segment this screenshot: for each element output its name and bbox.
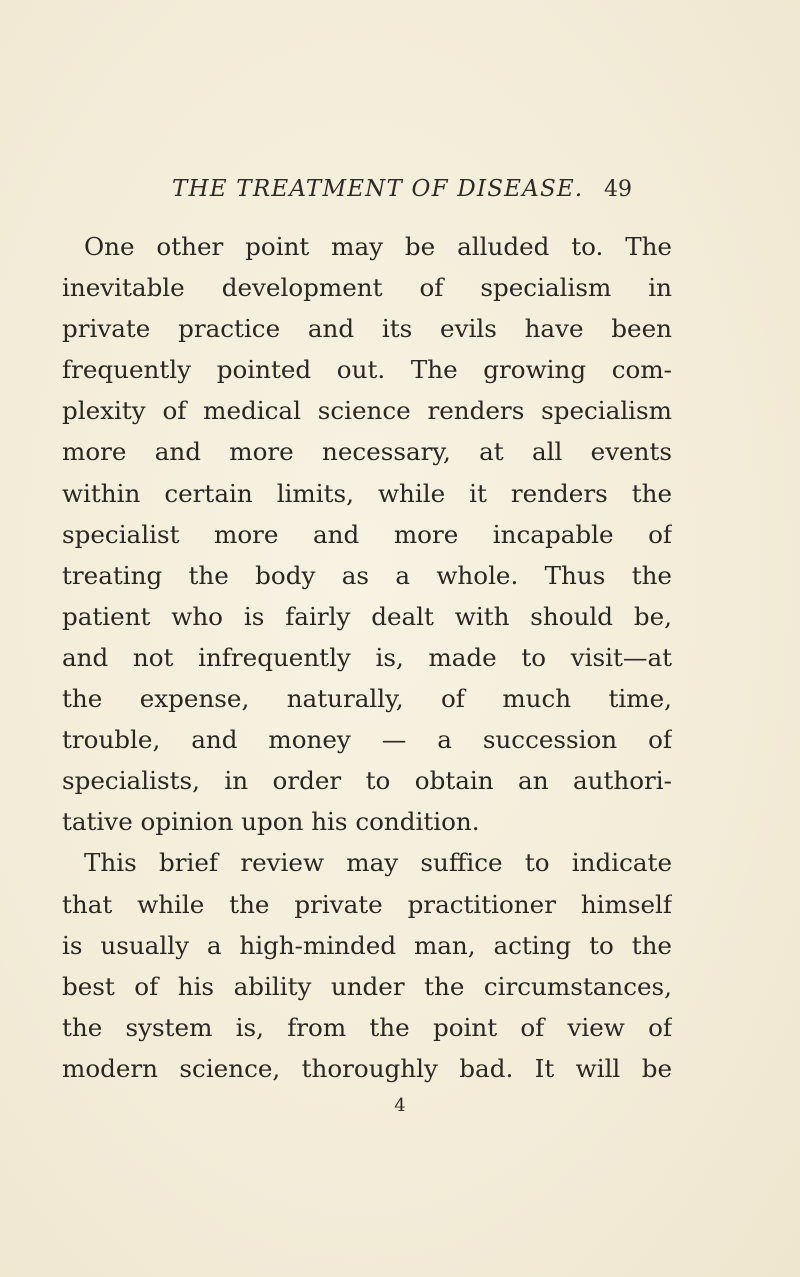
- text-line: plexity of medical science renders specialism: [62, 396, 672, 426]
- text-line: This brief review may suffice to indicate: [84, 848, 672, 878]
- text-line: One other point may be alluded to. The: [84, 232, 672, 261]
- text-line: treating the body as a whole. Thus the: [62, 560, 672, 590]
- body-text: [62, 226, 672, 1089]
- page-number: 49: [604, 177, 632, 202]
- text-line: inevitable development of specialism in: [62, 273, 672, 303]
- text-line: specialists, in order to obtain an authori-: [62, 766, 672, 796]
- signature-mark: 4: [394, 1095, 406, 1116]
- text-line: and not infrequently is, made to visit—at: [62, 642, 672, 672]
- text-line: more and more necessary, at all events: [62, 437, 672, 467]
- text-line: best of his ability under the circumstances,: [62, 971, 672, 1001]
- text-line: specialist more and more incapable of: [62, 519, 672, 549]
- text-line: trouble, and money — a succession of: [62, 725, 672, 755]
- text-line: tative opinion upon his condition.: [62, 807, 480, 837]
- running-header: [172, 176, 632, 202]
- text-line: patient who is fairly dealt with should be,: [62, 601, 672, 631]
- text-line: that while the private practitioner himself: [62, 889, 672, 919]
- running-title: THE TREATMENT OF DISEASE.: [172, 176, 584, 202]
- text-line: is usually a high-minded man, acting to the: [62, 930, 672, 960]
- text-line: within certain limits, while it renders the: [62, 478, 672, 508]
- text-line: private practice and its evils have been: [62, 314, 672, 344]
- text-line: the expense, naturally, of much time,: [62, 684, 672, 714]
- text-line: frequently pointed out. The growing com-: [62, 355, 672, 385]
- text-line: the system is, from the point of view of: [62, 1012, 672, 1042]
- text-line: modern science, thoroughly bad. It will be: [62, 1053, 672, 1083]
